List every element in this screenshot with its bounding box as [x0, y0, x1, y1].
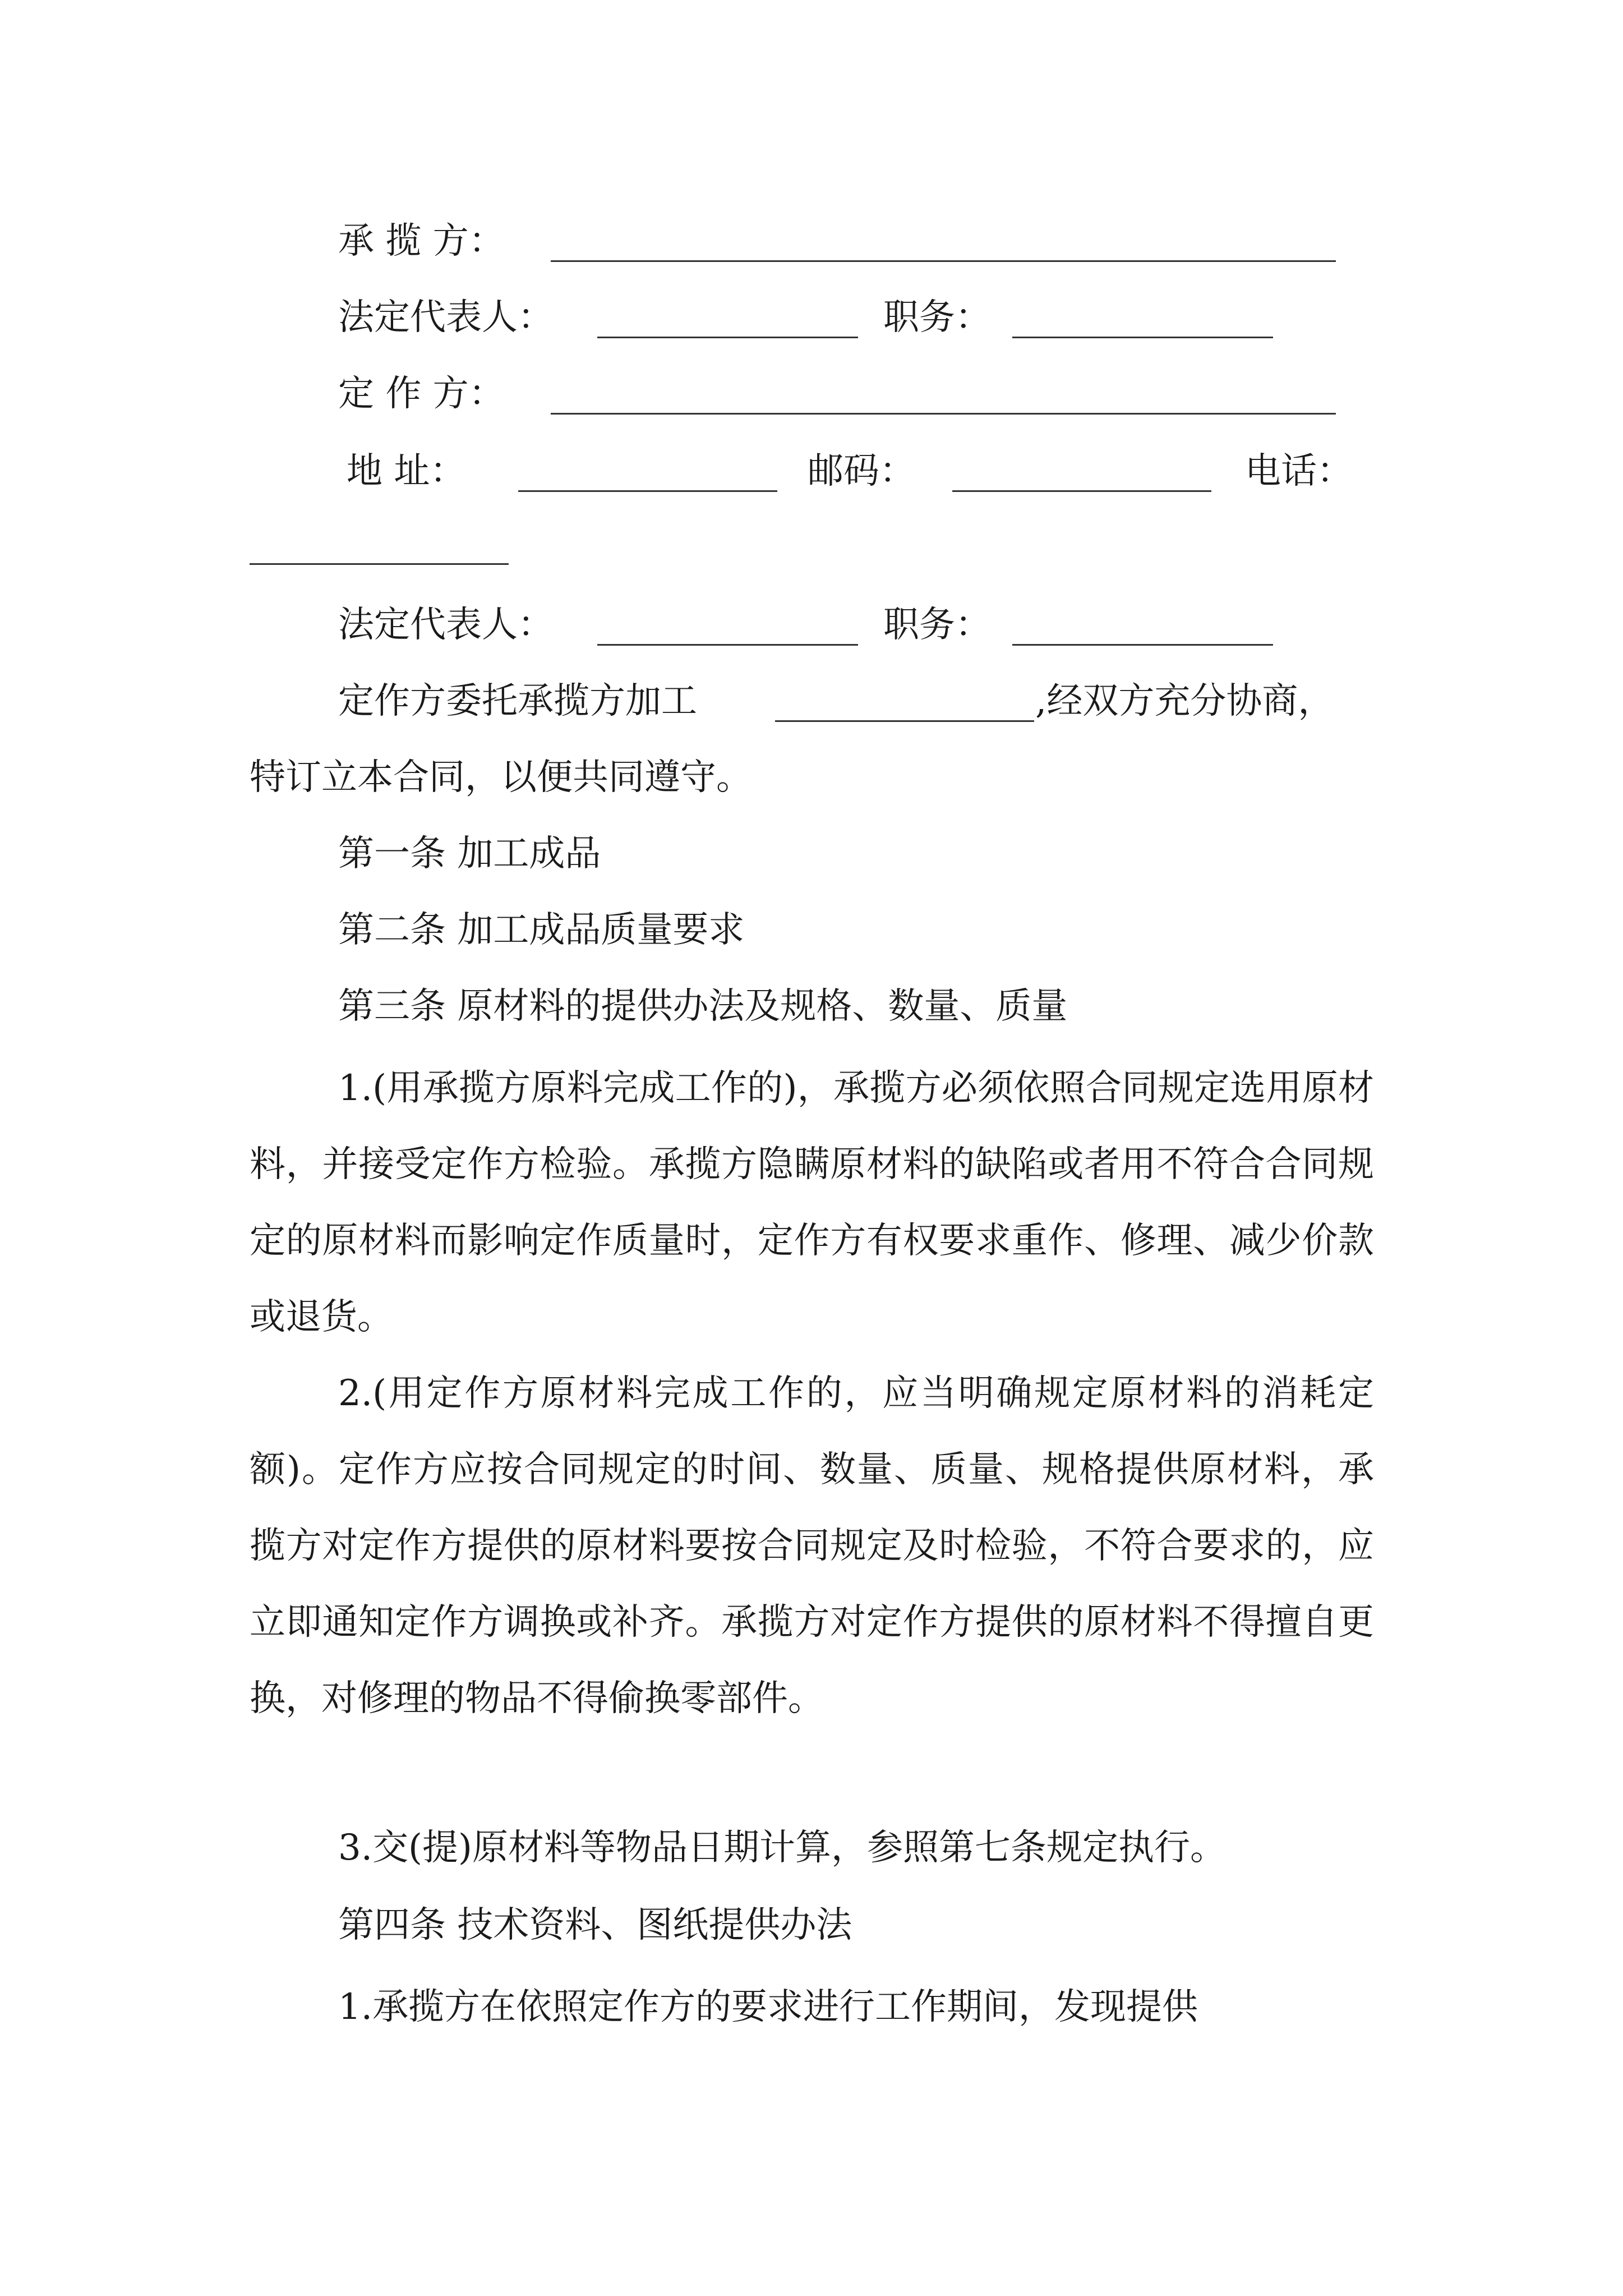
intro-part1: 定作方委托承揽方加工 [338, 680, 697, 722]
article-4 [338, 1903, 852, 1948]
address-row [347, 449, 465, 494]
customer-position-label: 职务： [883, 604, 991, 646]
article-3 [338, 984, 1067, 1029]
article-3-para-1: 1.(用承揽方原料完成工作的)，承揽方必须依照合同规定选用原材料，并接受定作方检验。承揽方隐瞒原材料的缺陷或者用不符合合同规定的原材料而影响定作质量时，定作方有权要求重作、修理、减少价款或退货。 [250, 1068, 1374, 1338]
article-2 [338, 908, 744, 953]
phone-row [1245, 449, 1353, 494]
article-1-text: 第一条 加工成品 [338, 833, 601, 875]
contractor-position-label: 职务： [883, 297, 991, 338]
phone-blank [250, 532, 509, 565]
article-4-text: 第四条 技术资料、图纸提供办法 [338, 1904, 852, 1946]
customer-rep-blank [597, 613, 858, 646]
customer-row [338, 371, 505, 416]
contractor-label: 承 揽 方： [338, 220, 505, 262]
postcode-row [808, 449, 915, 494]
intro-part2: ,经双方充分协商， [1035, 680, 1334, 722]
contractor-position-row [883, 295, 991, 340]
intro-line-1a [338, 679, 697, 724]
customer-label: 定 作 方： [338, 373, 505, 415]
customer-position-blank [1012, 613, 1273, 646]
intro-line-1b [1035, 679, 1334, 724]
article-3-para-3 [338, 1825, 1226, 1870]
customer-rep-label: 法定代表人： [338, 604, 554, 646]
article-3-text: 第三条 原材料的提供办法及规格、数量、质量 [338, 986, 1068, 1027]
article-2-text: 第二条 加工成品质量要求 [338, 909, 745, 951]
contractor-row [338, 219, 505, 264]
contractor-position-blank [1012, 305, 1273, 338]
article-3-para-2: 2.(用定作方原材料完成工作的，应当明确规定原材料的消耗定额)。定作方应按合同规定的时间、数量、质量、规格提供原材料，承揽方对定作方提供的原材料要按合同规定及时检验，不符合要求的，应立即通知定作方调换或补齐。承揽方对定作方提供的原材料不得擅自更换，对修理的物品不得偷换零部件。 [250, 1373, 1374, 1719]
intro-blank [775, 689, 1034, 722]
phone-label: 电话： [1245, 450, 1353, 492]
contractor-rep-label: 法定代表人： [338, 297, 554, 338]
article-4-para-1: 1.承揽方在依照定作方的要求进行工作期间，发现提供 [338, 1986, 1198, 2028]
customer-rep-row [338, 602, 554, 647]
contractor-blank [551, 229, 1336, 262]
article-1 [338, 831, 601, 876]
contractor-rep-blank [597, 305, 858, 338]
intro-line-2 [250, 755, 752, 800]
article-3-para-3-text: 3.交(提)原材料等物品日期计算，参照第七条规定执行。 [338, 1827, 1226, 1869]
address-label: 地 址： [347, 450, 466, 492]
contractor-rep-row [338, 295, 554, 340]
customer-position-row [883, 602, 991, 647]
intro-line2-text: 特订立本合同，以便共同遵守。 [250, 757, 752, 798]
postcode-label: 邮码： [808, 450, 915, 492]
customer-blank [551, 381, 1336, 415]
address-blank [518, 459, 777, 492]
postcode-blank [952, 459, 1211, 492]
